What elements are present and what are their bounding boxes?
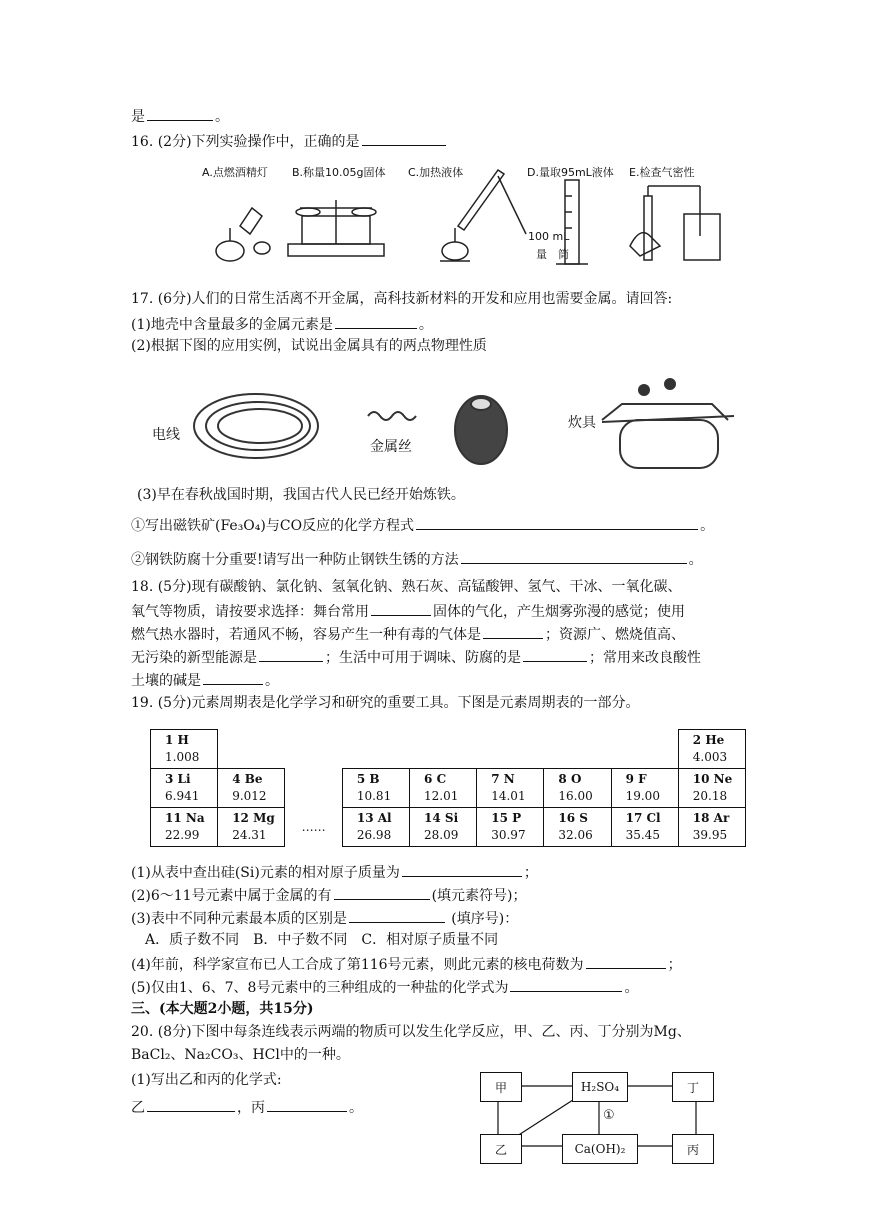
element-h: 1 H 1.008 bbox=[151, 730, 218, 769]
element-si: 14 Si 28.09 bbox=[410, 808, 477, 847]
q19-part2: (2)6～11号元素中属于金属的有 (填元素符号)； bbox=[131, 885, 527, 905]
q17-part2: (2)根据下图的应用实例，试说出金属具有的两点物理性质 bbox=[131, 338, 487, 354]
node-h2so4: H₂SO₄ bbox=[572, 1072, 628, 1102]
q16-experiment-figure bbox=[200, 156, 744, 278]
element-he: 2 He 4.003 bbox=[678, 730, 745, 769]
q18-line3: 燃气热水器时，若通风不畅，容易产生一种有毒的气体是 ；资源广、燃烧值高、 bbox=[131, 624, 685, 644]
element-li: 3 Li 6.941 bbox=[151, 769, 218, 808]
section-3-heading: 三、(本大题2小题，共15分) bbox=[131, 1001, 314, 1017]
metal-application-drawings bbox=[136, 364, 744, 476]
element-s: 16 S 32.06 bbox=[544, 808, 611, 847]
q20-reaction-diagram bbox=[476, 1060, 718, 1168]
cylinder-label-2: 量 筒 bbox=[536, 248, 569, 261]
node-bing: 丙 bbox=[672, 1134, 714, 1164]
question-18: 18. (5分)现有碳酸钠、氯化钠、氢氧化钠、熟石灰、高锰酸钾、氢气、干冰、一氧化碳、 bbox=[131, 579, 682, 595]
q17-part3: (3)早在春秋战国时期，我国古代人民已经开始炼铁。 bbox=[137, 487, 465, 503]
q18-line4: 无污染的新型能源是 ；生活中可用于调味、防腐的是 ；常用来改良酸性 bbox=[131, 647, 701, 667]
q19-part4: (4)年前，科学家宣布已人工合成了第116号元素，则此元素的核电荷数为 ； bbox=[131, 954, 682, 974]
label-a: A.点燃酒精灯 bbox=[202, 166, 268, 179]
q20-part1: (1)写出乙和丙的化学式: bbox=[131, 1072, 282, 1088]
cylinder-label: 100 mL bbox=[528, 230, 570, 243]
element-na: 11 Na 22.99 bbox=[151, 808, 218, 847]
q19-part1: (1)从表中查出硅(Si)元素的相对原子质量为 ； bbox=[131, 862, 538, 882]
q20-part1-answers: 乙 ，丙 。 bbox=[131, 1097, 363, 1117]
node-jia: 甲 bbox=[480, 1072, 522, 1102]
periodic-table bbox=[150, 729, 746, 847]
question-17: 17. (6分)人们的日常生活离不开金属，高科技新材料的开发和应用也需要金属。请回答: bbox=[131, 291, 673, 307]
element-be: 4 Be 9.012 bbox=[218, 769, 285, 808]
label-metal-wire: 金属丝 bbox=[370, 439, 412, 455]
lab-equipment-drawings bbox=[200, 156, 744, 278]
node-ding: 丁 bbox=[672, 1072, 714, 1102]
question-16: 16. (2分)下列实验操作中，正确的是 bbox=[131, 131, 448, 151]
element-cl: 17 Cl 35.45 bbox=[611, 808, 678, 847]
element-ar: 18 Ar 39.95 bbox=[678, 808, 745, 847]
label-cookware: 炊具 bbox=[568, 415, 596, 431]
element-b: 5 B 10.81 bbox=[342, 769, 409, 808]
label-b: B.称量10.05g固体 bbox=[292, 166, 386, 179]
label-c: C.加热液体 bbox=[408, 166, 464, 179]
label-wire: 电线 bbox=[152, 427, 180, 443]
element-ne: 10 Ne 20.18 bbox=[678, 769, 745, 808]
q20-line2: BaCl₂、Na₂CO₃、HCl中的一种。 bbox=[131, 1047, 350, 1063]
node-yi: 乙 bbox=[480, 1134, 522, 1164]
reaction-1-marker: ① bbox=[603, 1108, 615, 1123]
element-c: 6 C 12.01 bbox=[410, 769, 477, 808]
top-answer-line: 是 。 bbox=[131, 106, 229, 126]
element-p: 15 P 30.97 bbox=[477, 808, 544, 847]
q17-part3b: ②钢铁防腐十分重要!请写出一种防止钢铁生锈的方法 。 bbox=[131, 549, 703, 569]
q17-part1: (1)地壳中含量最多的金属元素是 。 bbox=[131, 314, 433, 334]
q19-part3: (3)表中不同种元素最本质的区别是 (填序号)： bbox=[131, 908, 518, 928]
element-al: 13 Al 26.98 bbox=[342, 808, 409, 847]
question-19: 19. (5分)元素周期表是化学学习和研究的重要工具。下图是元素周期表的一部分。 bbox=[131, 695, 640, 711]
q19-part5: (5)仅由1、6、7、8号元素中的三种组成的一种盐的化学式为 。 bbox=[131, 977, 638, 997]
periodic-table-figure bbox=[136, 723, 746, 861]
label-e: E.检查气密性 bbox=[629, 166, 695, 179]
question-20: 20. (8分)下图中每条连线表示两端的物质可以发生化学反应，甲、乙、丙、丁分别为Mg、 bbox=[131, 1024, 691, 1040]
node-caoh2: Ca(OH)₂ bbox=[562, 1134, 638, 1164]
q17-metal-figure bbox=[136, 364, 744, 476]
table-ellipsis: …… bbox=[301, 819, 326, 834]
q18-line5: 土壤的碱是 。 bbox=[131, 670, 279, 690]
q18-line2: 氧气等物质，请按要求选择：舞台常用 固体的气化，产生烟雾弥漫的感觉；使用 bbox=[131, 601, 685, 621]
element-mg: 12 Mg 24.31 bbox=[218, 808, 285, 847]
element-f: 9 F 19.00 bbox=[611, 769, 678, 808]
element-o: 8 O 16.00 bbox=[544, 769, 611, 808]
q19-options: A．质子数不同 B．中子数不同 C．相对原子质量不同 bbox=[145, 932, 499, 948]
q17-part3a: ①写出磁铁矿(Fe₃O₄)与CO反应的化学方程式 。 bbox=[131, 515, 714, 535]
element-n: 7 N 14.01 bbox=[477, 769, 544, 808]
label-d: D.量取95mL液体 bbox=[527, 166, 614, 179]
